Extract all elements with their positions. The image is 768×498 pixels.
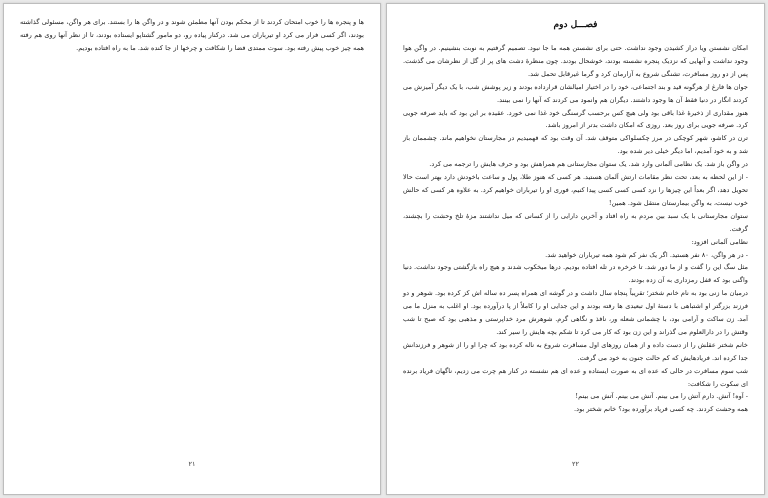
right-page-text [403, 42, 748, 416]
right-paragraph: هنوز مقداری از ذخیرۀ غذا باقی بود ولی هیچ کس برحسب گرسنگی خود غذا نمی خورد. عقیده بر این بود که باید صرفه جویی کرد. صرفه جویی برای روز بعد. روزی که امکان داشت بدتر از امروز باشد. [403, 108, 748, 130]
right-page [386, 3, 765, 495]
right-paragraph: خانم شختر عقلش را از دست داده و از همان روزهای اول مسافرت شروع به ناله کرده بود که چرا او را از شوهر و فرزندانش جدا کرده اند. فریادهایش که کم حالت جنون به خود می گرفت. [403, 340, 748, 362]
right-paragraph: شب سوم مسافرت در حالی که عده ای به صورت ایستاده و عده ای هم نشسته در کنار هم چرت می زدیم، ناگهان فریاد برنده ای سکوت را شکافت: [403, 366, 748, 388]
right-paragraph: - آوه! آتش. دارم آتش را می بینم. آتش می بینم. آتش می بینم! [575, 392, 748, 401]
page-number-right: ۲۲ [572, 460, 579, 468]
right-paragraph: نظامی آلمانی افزود: [691, 237, 748, 246]
right-paragraph: درمیان ما زنی بود به نام خانم شختر؛ تقریباً پنجاه سال داشت و در گوشه ای همراه پسر ده ساله اش کز کرده بود. شوهر و دو فرزند بزرگتر او اشتباهی با دستۀ اول تبعیدی ها رفته بودند و این جدایی او را کاملاً از پا درآورده بود. او اغلب به منزل ما می آمد. زن ساکت و آرامی بود، با چشمانی شعله ور، نافذ و نگاهی گرم. شوهرش مرد خداپرستی و مذهبی بود که صبح تا شب وقتش را در دارالعلوم می گذراند و این زن بود که کار می کرد تا شکم بچه هایش را سیر کند. [403, 289, 748, 336]
chapter-title: فصـــل دوم [553, 20, 598, 30]
right-paragraph: - از این لحظه به بعد، تحت نظر مقامات ارتش آلمان هستید. هر کسی که هنوز طلا، پول و ساعت باخودش دارد بهتر است حالا تحویل دهد، اگر بعداً این چیزها را نزد کسی کسی کسی پیدا کنیم، فوری او را تیرباران خواهیم کرد. به علاوه هر کسی که حالش خوب نیست، به واگن بیمارستان منتقل شود. همین! [403, 173, 748, 207]
left-page [3, 3, 381, 495]
right-paragraph: مثل سگ این را گفت و از ما دور شد. تا خرخره در تله افتاده بودیم. درها میخکوب شدند و هیچ راه بازگشتی وجود نداشت. دنیا واگنی بود که قفل رمزداری به آن زده بودند. [403, 263, 748, 285]
page-number-left: ۲۱ [188, 460, 196, 468]
left-page-text [20, 16, 364, 55]
left-paragraph: ها و پنجره ها را خوب امتحان کردند تا از محکم بودن آنها مطمئن شوند و در واگن ها را بستند. برای هر واگن، مسئولی گذاشته بودند، اگر کسی فرار می کرد او تیرباران می شد. درکنار پیاده رو، دو مامور گشتاپو ایستاده بودند، تا از نظر آنها روی هم رفته همه چیز خوب پیش رفته بود. سوت ممتدی فضا را شکافت و چرخها از جا کنده شد. ما به راه افتاده بودیم. [20, 18, 364, 52]
right-paragraph: - در هر واگن، ۸۰ نفر هستید. اگر یک نفر کم شود همه تیرباران خواهید شد. [545, 250, 748, 259]
right-paragraph: ستوان مجارستانی با یک سبد بین مردم به راه افتاد و آخرین دارایی را از کسانی که میل نداشتند مزۀ تلخ وحشت را بچشند، گرفت. [403, 211, 748, 233]
right-paragraph: امکان نشستن ویا دراز کشیدن وجود نداشت. حتی برای نشستن همه ما جا نبود. تصمیم گرفتیم به نوبت بنشینیم. در واگن هوا وجود نداشت و آنهایی که نزدیک پنجره نشسته بودند، خوشحال بودند. چون منظرۀ دشت های پر از گل از نظرشان می گذشت. پس از دو روز مسافرت، تشنگی شروع به آزارمان کرد و گرما غیرقابل تحمل شد. [403, 44, 748, 78]
right-paragraph: ترن در کاشو، شهر کوچکی در مرز چکسلواکی متوقف شد. آن وقت بود که فهمیدیم در مجارستان نخواهیم ماند. چشممان باز شد و به خود آمدیم، اما دیگر خیلی دیر شده بود. [403, 134, 748, 156]
right-paragraph: همه وحشت کردند. چه کسی فریاد برآورده بود؟ خانم شختر بود. [574, 405, 748, 414]
right-paragraph: جوان ها فارغ از هرگونه قید و بند اجتماعی، خود را در اختیار امیالشان قرارداده بودند و زیر پوشش شب، با یک دیگر آمیزش می کردند انگار در دنیا فقط آن ها وجود داشتند. دیگران هم وانمود می کردند که آنها را نمی بینند. [403, 82, 748, 104]
right-paragraph: در واگن باز شد. یک نظامی آلمانی وارد شد. یک ستوان مجارستانی هم همراهش بود و حرف هایش را ترجمه می کرد. [429, 160, 748, 169]
